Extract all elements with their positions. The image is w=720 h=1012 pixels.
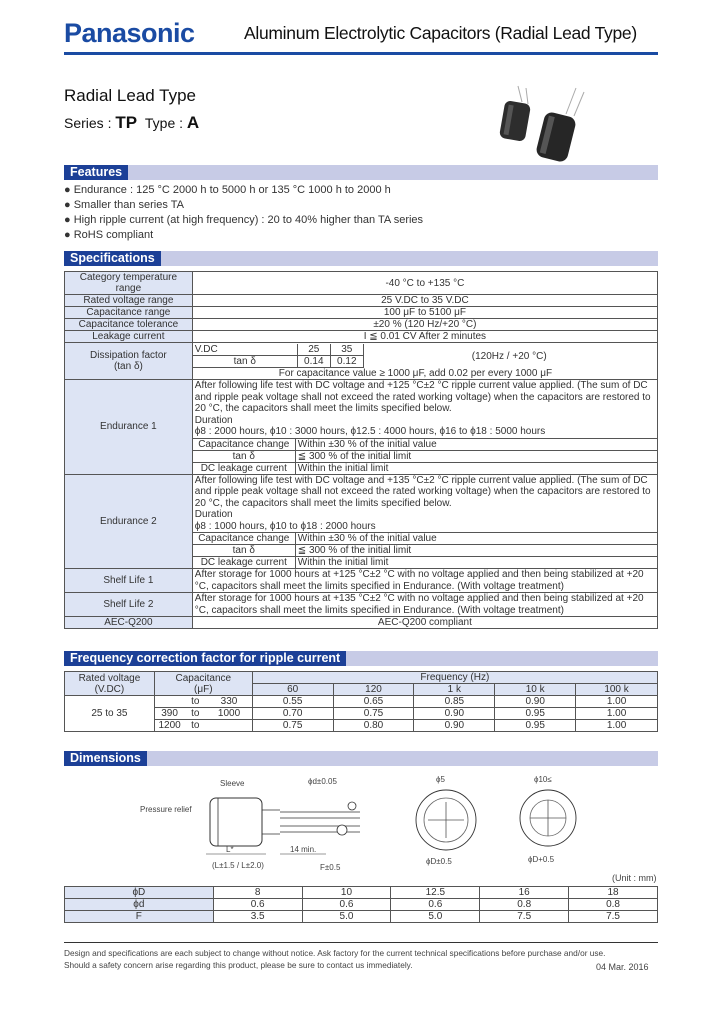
endurance2-limits: Capacitance change Within ±30 % of the initial value tan δ ≦ 300 % of the initial limit DC leakage current Within the initial limit bbox=[193, 532, 657, 568]
spec-value: 25 V.DC to 35 V.DC bbox=[192, 295, 657, 307]
freq-col: 100 k bbox=[576, 684, 658, 696]
dimension-drawing bbox=[130, 772, 600, 876]
min-length-label: 14 min. bbox=[290, 845, 317, 854]
type-value: A bbox=[186, 113, 200, 132]
unit-note: (Unit : mm) bbox=[612, 873, 657, 883]
endurance2-duration: Duration bbox=[194, 509, 233, 520]
dimensions-section-bar bbox=[64, 751, 658, 766]
page-title: Radial Lead Type bbox=[64, 86, 197, 105]
shelf-life2-text: After storage for 1000 hours at +135 °C±2 °C with no voltage applied and then being stabilized at +20 °C, capacitors shall meet the limits specified in Endurance. (With voltage treatment) bbox=[192, 593, 657, 617]
freq-header-capacitance: Capacitance (μF) bbox=[154, 672, 252, 696]
brand-logo: Panasonic bbox=[64, 18, 195, 48]
endurance2-label: Endurance 2 bbox=[65, 474, 193, 569]
spec-label: Capacitance tolerance bbox=[65, 319, 193, 331]
series-type-line bbox=[64, 113, 199, 133]
features-section-bar bbox=[64, 165, 658, 180]
endurance1-cell bbox=[192, 380, 657, 475]
footer-line1: Design and specifications are each subject to change without notice. Ask factory for the current technical specifications before purchase and/or use. bbox=[64, 948, 606, 958]
freq-col: 1 k bbox=[414, 684, 495, 696]
endurance2-hours: ϕ8 : 1000 hours, ϕ10 to ϕ18 : 2000 hours bbox=[194, 520, 376, 532]
freq-voltage: 25 to 35 bbox=[65, 696, 155, 732]
sleeve-label: Sleeve bbox=[220, 779, 245, 788]
feature-item: ● Endurance : 125 °C 2000 h to 5000 h or 135 °C 1000 h to 2000 h bbox=[64, 184, 391, 196]
spec-label: Rated voltage range bbox=[65, 295, 193, 307]
spec-value: 100 μF to 5100 μF bbox=[192, 307, 657, 319]
freq-col: 10 k bbox=[495, 684, 576, 696]
spec-value: I ≦ 0.01 CV After 2 minutes bbox=[192, 331, 657, 343]
capacitor-photo bbox=[496, 84, 606, 164]
feature-item: ● RoHS compliant bbox=[64, 229, 154, 241]
endurance2-cell bbox=[192, 474, 657, 569]
endurance2-text: After following life test with DC voltage and +135 °C±2 °C ripple current value applied. (The sum of DC and ripple peak voltage shall not exceed the rated working voltage) when the capacitors are restored to 20 °C, the capacitors shall meet the limits specified below. bbox=[194, 474, 651, 509]
freq-header-voltage: Rated voltage (V.DC) bbox=[65, 672, 155, 696]
spec-label: Leakage current bbox=[65, 331, 193, 343]
specifications-heading: Specifications bbox=[64, 251, 161, 266]
dissipation-note: For capacitance value ≥ 1000 μF, add 0.02 per every 1000 μF bbox=[278, 367, 553, 379]
dimensions-heading: Dimensions bbox=[64, 751, 147, 766]
spec-label: Capacitance range bbox=[65, 307, 193, 319]
document-title: Aluminum Electrolytic Capacitors (Radial Lead Type) bbox=[244, 23, 637, 43]
shelf-life1-text: After storage for 1000 hours at +125 °C±2 °C with no voltage applied and then being stabilized at +20 °C, capacitors shall meet the limits specified in Endurance. (With voltage treatment) bbox=[192, 569, 657, 593]
frequency-table: Rated voltage (V.DC) Capacitance (μF) Frequency (Hz) 60 120 1 k 10 k 100 k 25 to 35 to 330 0.55 0.65 0.85 0.90 1.00 390 to 1000 0.70 0.75 0.90 0.95 1.00 1200 to 0.75 0.80 0.90 0.95 1.00 bbox=[64, 671, 658, 732]
type-label: Type : bbox=[144, 115, 187, 131]
dissipation-cell bbox=[192, 343, 657, 380]
footer-line2: Should a safety concern arise regarding this product, please be sure to contact us immediately. bbox=[64, 960, 413, 970]
aec-label: AEC-Q200 bbox=[65, 617, 193, 629]
d-plus-label: ϕD+0.5 bbox=[528, 855, 555, 864]
freq-col: 60 bbox=[252, 684, 333, 696]
lead-length-label: L* bbox=[226, 845, 234, 854]
f-tolerance-label: F±0.5 bbox=[320, 863, 341, 872]
footer-date: 04 Mar. 2016 bbox=[596, 962, 649, 972]
pressure-relief-label: Pressure relief bbox=[140, 805, 192, 814]
specifications-section-bar bbox=[64, 251, 658, 266]
frequency-heading: Frequency correction factor for ripple current bbox=[64, 651, 346, 666]
endurance1-text: After following life test with DC voltage and +125 °C±2 °C ripple current value applied. (The sum of DC and ripple peak voltage shall not exceed the rated working voltage) when the capacitors are restored to 20 °C, the capacitors shall meet the limits specified below. bbox=[194, 380, 651, 414]
shelf-life2-label: Shelf Life 2 bbox=[65, 593, 193, 617]
frequency-section-bar bbox=[64, 651, 658, 666]
series-label: Series : bbox=[64, 115, 116, 131]
freq-col: 120 bbox=[333, 684, 414, 696]
endurance1-label: Endurance 1 bbox=[65, 380, 193, 475]
specifications-table bbox=[64, 271, 658, 629]
title-rule bbox=[64, 52, 658, 55]
spec-value: -40 °C to +135 °C bbox=[192, 272, 657, 295]
spec-value: ±20 % (120 Hz/+20 °C) bbox=[192, 319, 657, 331]
feature-item: ● High ripple current (at high frequency) : 20 to 40% higher than TA series bbox=[64, 214, 424, 226]
lead-dia-label: ϕd±0.05 bbox=[308, 777, 337, 786]
feature-item: ● Smaller than series TA bbox=[64, 199, 184, 211]
phi5-label: ϕ5 bbox=[436, 775, 445, 784]
footer-rule bbox=[64, 942, 658, 943]
features-heading: Features bbox=[64, 165, 128, 180]
aec-value: AEC-Q200 compliant bbox=[192, 617, 657, 629]
d-tolerance-label: ϕD±0.5 bbox=[426, 857, 452, 866]
spec-label: Category temperature range bbox=[65, 272, 193, 295]
endurance1-limits: Capacitance change Within ±30 % of the initial value tan δ ≦ 300 % of the initial limit DC leakage current Within the initial limit bbox=[193, 438, 657, 474]
dissipation-subtable: V.DC 25 35 tan δ 0.14 0.12 bbox=[193, 344, 364, 368]
length-tolerance-label: (L±1.5 / L±2.0) bbox=[212, 861, 264, 870]
dimensions-table: ϕD 8 10 12.5 16 18 ϕd 0.6 0.6 0.6 0.8 0.8 F 3.5 5.0 5.0 7.5 7.5 bbox=[64, 886, 658, 923]
dissipation-condition: (120Hz / +20 °C) bbox=[471, 350, 547, 362]
series-value: TP bbox=[115, 113, 138, 132]
dissipation-label: Dissipation factor (tan δ) bbox=[65, 343, 193, 380]
phi10-label: ϕ10≤ bbox=[534, 775, 552, 784]
endurance1-hours: ϕ8 : 2000 hours, ϕ10 : 3000 hours, ϕ12.5 : 4000 hours, ϕ16 to ϕ18 : 5000 hours bbox=[194, 426, 546, 437]
shelf-life1-label: Shelf Life 1 bbox=[65, 569, 193, 593]
endurance1-duration: Duration bbox=[194, 414, 233, 426]
freq-header-frequency: Frequency (Hz) bbox=[252, 672, 657, 684]
